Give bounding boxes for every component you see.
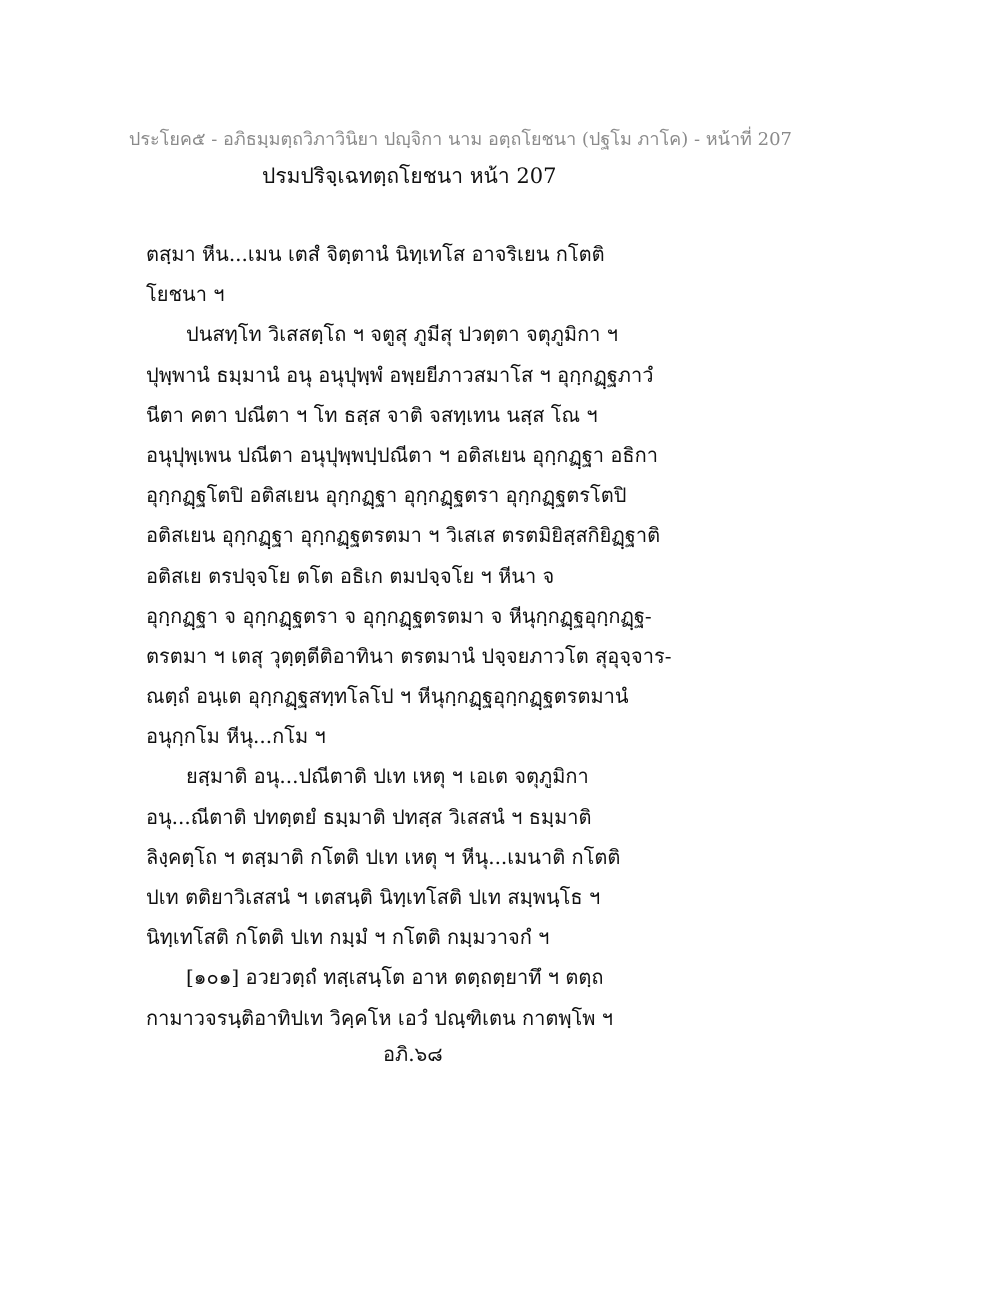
body-line: อุกฺกฏฺฐา จ อุกฺกฏฺฐตรา จ อุกฺกฏฺฐตรตมา จ หีนุกฺกฏฺฐอุกฺกฏฺฐ- (146, 603, 652, 628)
body-line: [๑๐๑] อวยวตฺถํ ทสฺเสนฺโต อาห ตตฺถตฺยาทึ ฯ ตตฺถ (186, 965, 604, 990)
body-line: อนุกฺกโม หีนุ...กโม ฯ (146, 724, 326, 749)
body-line: ตสฺมา หีน...เมน เตสํ จิตฺตานํ นิทฺเทโส อาจริเยน กโตติ (146, 242, 605, 266)
body-line: ปนสทฺโท วิเสสตฺโถ ฯ จตูสุ ภูมีสุ ปวตฺตา จตุภูมิกา ฯ (186, 322, 619, 347)
body-line: ลิงฺคตฺโถ ฯ ตสฺมาติ กโตติ ปเท เหตุ ฯ หีนุ...เมนาติ กโตติ (146, 844, 621, 869)
body-line: โยชนา ฯ (146, 282, 225, 307)
chapter-title: ปรมปริจฺเฉทตฺถโยชนา หน้า 207 (262, 164, 557, 188)
body-line: ณตฺถํ อนฺเต อุกฺกฏฺฐสทฺทโลโป ฯ หีนุกฺกฏฺฐอุกฺกฏฺฐตรตมานํ (146, 684, 629, 709)
body-line: นิทฺเทโสติ กโตติ ปเท กมฺมํ ฯ กโตติ กมฺมวาจกํ ฯ (146, 925, 550, 950)
body-line: อติสเย ตรปจฺจโย ตโต อธิเก ตมปจฺจโย ฯ หีนา จ (146, 563, 555, 588)
body-line: ปุพฺพานํ ธมฺมานํ อนุ อนุปุพฺพํ อพฺยยีภาวสมาโส ฯ อุกฺกฏฺฐภาวํ (146, 362, 654, 387)
page-reference: อภิ.๖๘ (383, 1042, 443, 1066)
body-line: อติสเยน อุกฺกฏฺฐา อุกฺกฏฺฐตรตมา ฯ วิเสเส ตรตมิยิสฺสกิยิฏฺฐาติ (146, 523, 661, 548)
body-line: ยสฺมาติ อนุ...ปณีตาติ ปเท เหตุ ฯ เอเต จตุภูมิกา (186, 764, 589, 789)
body-line: ปเท ตติยาวิเสสนํ ฯ เตสนฺติ นิทฺเทโสติ ปเท สมฺพนฺโธ ฯ (146, 885, 601, 909)
body-line: อุกฺกฏฺฐโตปิ อติสเยน อุกฺกฏฺฐา อุกฺกฏฺฐตรา อุกฺกฏฺฐตรโตปิ (146, 483, 627, 508)
body-line: นีตา คตา ปณีตา ฯ โท ธสฺส จาติ จสทฺเทน นสฺส โณ ฯ (146, 402, 598, 427)
body-line: กามาวจรนฺติอาทิปเท วิคฺคโห เอวํ ปณฺฑิเตน กาตพฺโพ ฯ (146, 1005, 614, 1030)
body-line: อนุ...ณีตาติ ปทตฺตยํ ธมฺมาติ ปทสฺส วิเสสนํ ฯ ธมฺมาติ (146, 804, 592, 829)
body-line: อนุปุพฺเพน ปณีตา อนุปุพฺพปฺปณีตา ฯ อติสเยน อุกฺกฏฺฐา อธิกา (146, 442, 658, 467)
body-line: ตรตมา ฯ เตสุ วุตฺตฺตีติอาทินา ตรตมานํ ปจฺจยภาวโต สุอุจฺจาร- (146, 643, 672, 668)
running-header: ประโยค๕ - อภิธมฺมตฺถวิภาวินิยา ปญฺจิกา นาม อตฺถโยชนา (ปฐโม ภาโค) - หน้าที่ 207 (128, 129, 792, 150)
body-text (146, 238, 866, 1042)
